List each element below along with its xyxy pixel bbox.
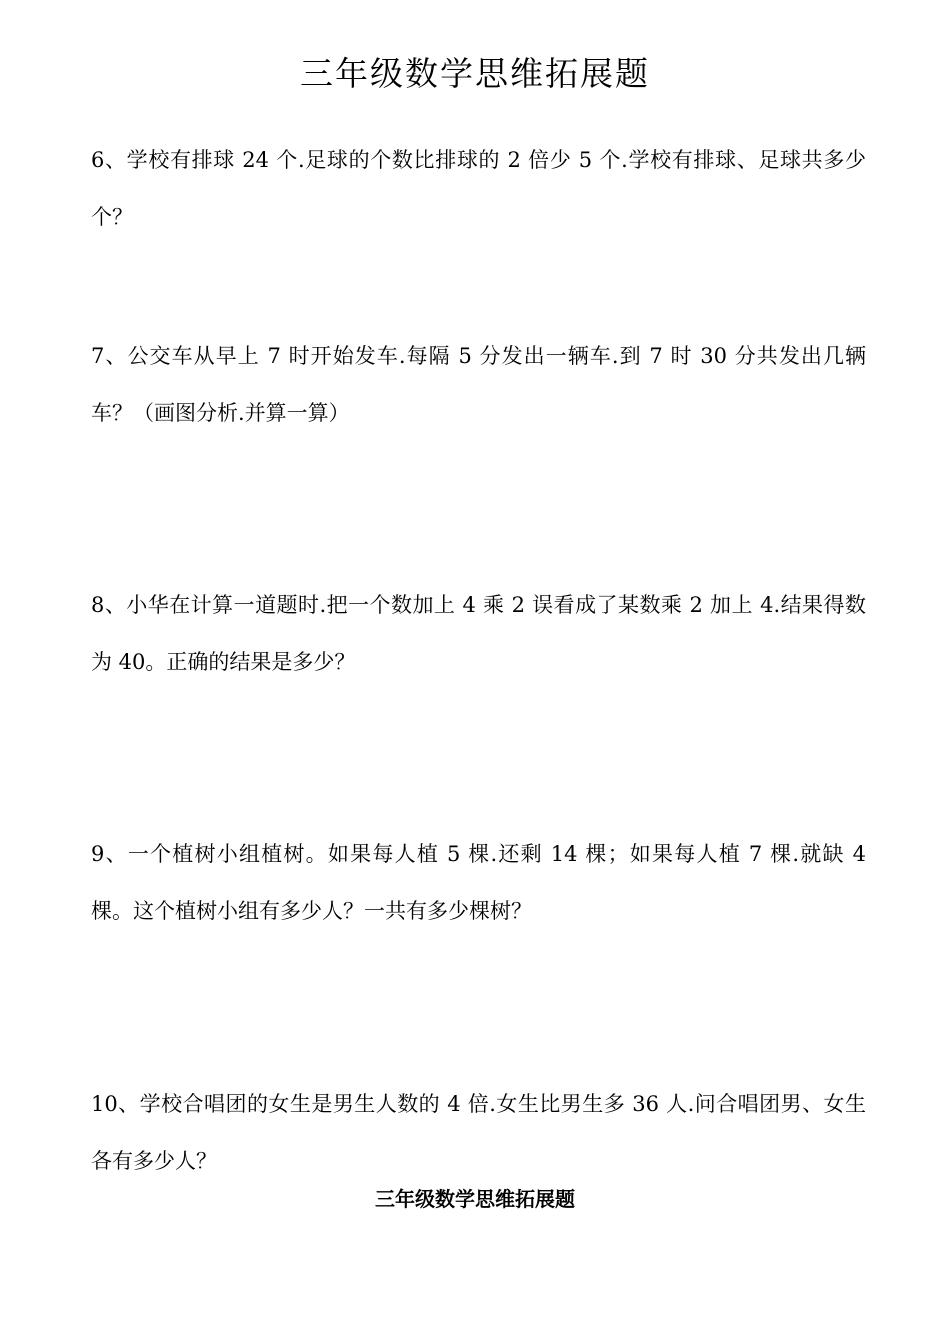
question-10: 10、学校合唱团的女生是男生人数的 4 倍.女生比男生多 36 人.问合唱团男、女生各有多少人？ [91, 1092, 866, 1173]
question-9: 9、一个植树小组植树。如果每人植 5 棵.还剩 14 棵；如果每人植 7 棵.就缺 4 棵。这个植树小组有多少人？一共有多少棵树？ [91, 842, 866, 923]
footer-title: 三年级数学思维拓展题 [375, 1187, 575, 1211]
question-6: 6、学校有排球 24 个.足球的个数比排球的 2 倍少 5 个.学校有排球、足球共多少个？ [91, 148, 866, 229]
question-8: 8、小华在计算一道题时.把一个数加上 4 乘 2 误看成了某数乘 2 加上 4.结果得数为 40。正确的结果是多少？ [91, 593, 866, 674]
page-title: 三年级数学思维拓展题 [300, 54, 650, 93]
question-7: 7、公交车从早上 7 时开始发车.每隔 5 分发出一辆车.到 7 时 30 分共发出几辆车？（画图分析.并算一算） [91, 344, 866, 425]
